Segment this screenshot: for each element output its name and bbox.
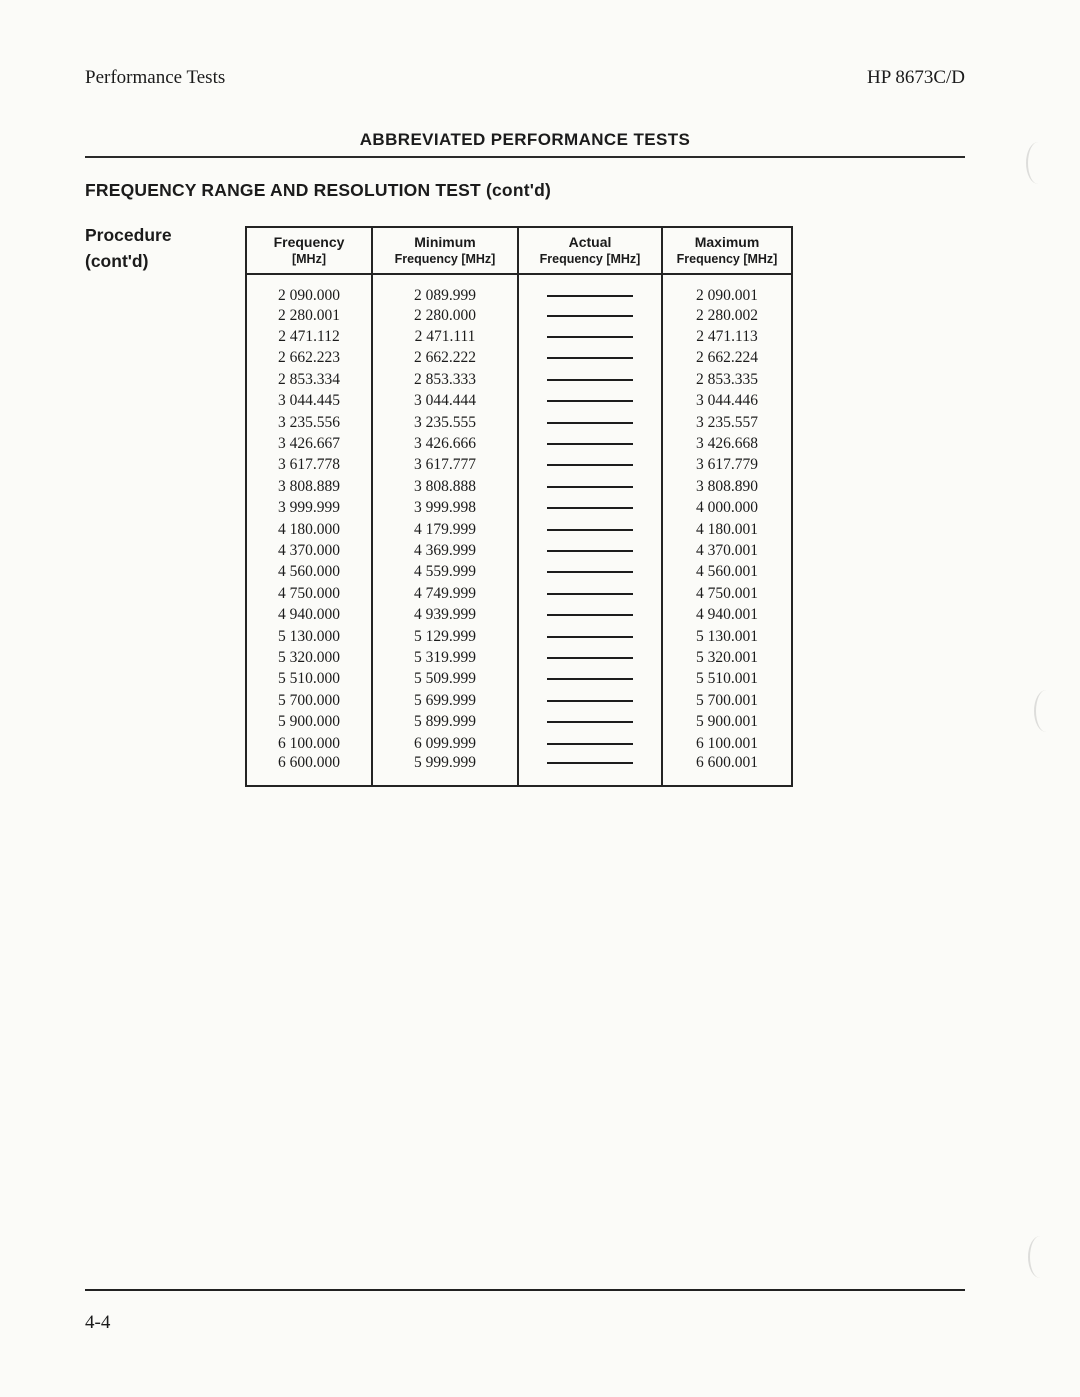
- table-row: [246, 711, 792, 732]
- blank-answer-line: [547, 507, 633, 509]
- table-row: [246, 391, 792, 412]
- actual-frequency-cell: [518, 583, 662, 604]
- title-rule: [85, 156, 965, 158]
- section-title: ABBREVIATED PERFORMANCE TESTS: [359, 130, 691, 149]
- actual-frequency-cell: [518, 391, 662, 412]
- minimum-frequency-cell: 3 617.777: [372, 455, 518, 476]
- maximum-frequency-cell: 4 940.001: [662, 604, 792, 625]
- maximum-frequency-cell: 3 044.446: [662, 391, 792, 412]
- minimum-frequency-cell: 2 089.999: [372, 274, 518, 305]
- frequency-cell: 2 280.001: [246, 305, 372, 326]
- maximum-frequency-cell: 2 090.001: [662, 274, 792, 305]
- blank-answer-line: [547, 700, 633, 702]
- frequency-cell: 5 900.000: [246, 711, 372, 732]
- frequency-cell: 2 090.000: [246, 274, 372, 305]
- maximum-frequency-cell: 5 700.001: [662, 690, 792, 711]
- frequency-cell: 3 617.778: [246, 455, 372, 476]
- maximum-frequency-cell: 5 130.001: [662, 626, 792, 647]
- running-header: [85, 67, 965, 89]
- actual-frequency-cell: [518, 733, 662, 754]
- blank-answer-line: [547, 295, 633, 297]
- actual-frequency-cell: [518, 562, 662, 583]
- frequency-table-body: [246, 274, 792, 786]
- actual-frequency-cell: [518, 369, 662, 390]
- maximum-frequency-cell: 3 426.668: [662, 433, 792, 454]
- blank-answer-line: [547, 315, 633, 317]
- page-number: 4-4: [85, 1312, 111, 1333]
- actual-frequency-cell: [518, 348, 662, 369]
- minimum-frequency-cell: 4 179.999: [372, 519, 518, 540]
- blank-answer-line: [547, 762, 633, 764]
- table-row: [246, 433, 792, 454]
- column-header-frequency-line1: Frequency: [273, 234, 345, 250]
- frequency-cell: 3 426.667: [246, 433, 372, 454]
- column-header-actual-line1: Actual: [568, 234, 612, 250]
- maximum-frequency-cell: 4 750.001: [662, 583, 792, 604]
- blank-answer-line: [547, 379, 633, 381]
- frequency-table: [245, 226, 793, 787]
- maximum-frequency-cell: 4 180.001: [662, 519, 792, 540]
- procedure-label-line2: (cont'd): [85, 251, 149, 271]
- table-row: [246, 669, 792, 690]
- minimum-frequency-cell: 3 808.888: [372, 476, 518, 497]
- table-row: [246, 754, 792, 786]
- scan-artifact: [1028, 1236, 1052, 1278]
- actual-frequency-cell: [518, 326, 662, 347]
- table-row: [246, 498, 792, 519]
- frequency-cell: 4 370.000: [246, 540, 372, 561]
- maximum-frequency-cell: 5 900.001: [662, 711, 792, 732]
- frequency-cell: 4 560.000: [246, 562, 372, 583]
- frequency-cell: 3 044.445: [246, 391, 372, 412]
- minimum-frequency-cell: 3 044.444: [372, 391, 518, 412]
- minimum-frequency-cell: 5 699.999: [372, 690, 518, 711]
- column-header-actual: [518, 227, 662, 274]
- maximum-frequency-cell: 6 600.001: [662, 754, 792, 786]
- procedure-label: [85, 222, 172, 274]
- maximum-frequency-cell: 2 853.335: [662, 369, 792, 390]
- blank-answer-line: [547, 422, 633, 424]
- actual-frequency-cell: [518, 433, 662, 454]
- frequency-cell: 5 700.000: [246, 690, 372, 711]
- frequency-cell: 4 180.000: [246, 519, 372, 540]
- column-header-actual-line2: Frequency [MHz]: [539, 252, 641, 266]
- frequency-cell: 3 999.999: [246, 498, 372, 519]
- frequency-cell: 4 940.000: [246, 604, 372, 625]
- blank-answer-line: [547, 614, 633, 616]
- scan-artifact: [1026, 142, 1050, 184]
- blank-answer-line: [547, 593, 633, 595]
- minimum-frequency-cell: 4 939.999: [372, 604, 518, 625]
- scan-artifact: [1034, 690, 1058, 732]
- blank-answer-line: [547, 464, 633, 466]
- minimum-frequency-cell: 2 853.333: [372, 369, 518, 390]
- table-row: [246, 412, 792, 433]
- maximum-frequency-cell: 3 617.779: [662, 455, 792, 476]
- actual-frequency-cell: [518, 604, 662, 625]
- column-header-minimum-line2: Frequency [MHz]: [394, 252, 496, 266]
- minimum-frequency-cell: 3 426.666: [372, 433, 518, 454]
- column-header-minimum: [372, 227, 518, 274]
- header-right-model: HP 8673C/D: [866, 67, 965, 88]
- table-row: [246, 455, 792, 476]
- actual-frequency-cell: [518, 455, 662, 476]
- minimum-frequency-cell: 2 280.000: [372, 305, 518, 326]
- actual-frequency-cell: [518, 305, 662, 326]
- table-row: [246, 583, 792, 604]
- column-header-frequency: [246, 227, 372, 274]
- minimum-frequency-cell: 2 471.111: [372, 326, 518, 347]
- blank-answer-line: [547, 529, 633, 531]
- maximum-frequency-cell: 4 370.001: [662, 540, 792, 561]
- minimum-frequency-cell: 4 559.999: [372, 562, 518, 583]
- table-row: [246, 690, 792, 711]
- frequency-table-header: [246, 227, 792, 274]
- table-row: [246, 519, 792, 540]
- blank-answer-line: [547, 443, 633, 445]
- minimum-frequency-cell: 5 129.999: [372, 626, 518, 647]
- frequency-cell: 5 320.000: [246, 647, 372, 668]
- frequency-cell: 2 853.334: [246, 369, 372, 390]
- blank-answer-line: [547, 550, 633, 552]
- procedure-label-line1: Procedure: [85, 225, 172, 245]
- actual-frequency-cell: [518, 647, 662, 668]
- actual-frequency-cell: [518, 274, 662, 305]
- table-row: [246, 369, 792, 390]
- actual-frequency-cell: [518, 711, 662, 732]
- frequency-cell: 5 510.000: [246, 669, 372, 690]
- frequency-table-container: [245, 226, 793, 787]
- subsection-title: FREQUENCY RANGE AND RESOLUTION TEST (cont'd): [85, 180, 552, 200]
- frequency-cell: 6 100.000: [246, 733, 372, 754]
- blank-answer-line: [547, 678, 633, 680]
- table-row: [246, 274, 792, 305]
- table-row: [246, 348, 792, 369]
- minimum-frequency-cell: 5 999.999: [372, 754, 518, 786]
- frequency-cell: 3 235.556: [246, 412, 372, 433]
- minimum-frequency-cell: 5 899.999: [372, 711, 518, 732]
- actual-frequency-cell: [518, 476, 662, 497]
- actual-frequency-cell: [518, 519, 662, 540]
- maximum-frequency-cell: 5 320.001: [662, 647, 792, 668]
- header-row: [246, 227, 792, 274]
- maximum-frequency-cell: 2 471.113: [662, 326, 792, 347]
- blank-answer-line: [547, 657, 633, 659]
- blank-answer-line: [547, 336, 633, 338]
- table-row: [246, 326, 792, 347]
- frequency-cell: 2 662.223: [246, 348, 372, 369]
- blank-answer-line: [547, 636, 633, 638]
- footer-rule: [85, 1289, 965, 1291]
- maximum-frequency-cell: 4 560.001: [662, 562, 792, 583]
- column-header-frequency-line2: [MHz]: [291, 252, 326, 266]
- minimum-frequency-cell: 3 999.998: [372, 498, 518, 519]
- actual-frequency-cell: [518, 626, 662, 647]
- maximum-frequency-cell: 3 235.557: [662, 412, 792, 433]
- blank-answer-line: [547, 486, 633, 488]
- minimum-frequency-cell: 5 319.999: [372, 647, 518, 668]
- table-row: [246, 604, 792, 625]
- column-header-maximum-line1: Maximum: [694, 234, 760, 250]
- column-header-maximum-line2: Frequency [MHz]: [676, 252, 778, 266]
- blank-answer-line: [547, 721, 633, 723]
- table-row: [246, 476, 792, 497]
- actual-frequency-cell: [518, 690, 662, 711]
- maximum-frequency-cell: 6 100.001: [662, 733, 792, 754]
- column-header-minimum-line1: Minimum: [414, 234, 476, 250]
- actual-frequency-cell: [518, 498, 662, 519]
- frequency-cell: 5 130.000: [246, 626, 372, 647]
- actual-frequency-cell: [518, 412, 662, 433]
- maximum-frequency-cell: 5 510.001: [662, 669, 792, 690]
- minimum-frequency-cell: 4 749.999: [372, 583, 518, 604]
- table-row: [246, 562, 792, 583]
- blank-answer-line: [547, 400, 633, 402]
- table-row: [246, 647, 792, 668]
- table-row: [246, 733, 792, 754]
- frequency-cell: 2 471.112: [246, 326, 372, 347]
- actual-frequency-cell: [518, 540, 662, 561]
- minimum-frequency-cell: 3 235.555: [372, 412, 518, 433]
- maximum-frequency-cell: 2 662.224: [662, 348, 792, 369]
- frequency-cell: 3 808.889: [246, 476, 372, 497]
- maximum-frequency-cell: 4 000.000: [662, 498, 792, 519]
- blank-answer-line: [547, 571, 633, 573]
- actual-frequency-cell: [518, 669, 662, 690]
- frequency-cell: 6 600.000: [246, 754, 372, 786]
- actual-frequency-cell: [518, 754, 662, 786]
- maximum-frequency-cell: 2 280.002: [662, 305, 792, 326]
- minimum-frequency-cell: 2 662.222: [372, 348, 518, 369]
- maximum-frequency-cell: 3 808.890: [662, 476, 792, 497]
- minimum-frequency-cell: 5 509.999: [372, 669, 518, 690]
- blank-answer-line: [547, 357, 633, 359]
- table-row: [246, 540, 792, 561]
- frequency-cell: 4 750.000: [246, 583, 372, 604]
- table-row: [246, 626, 792, 647]
- minimum-frequency-cell: 4 369.999: [372, 540, 518, 561]
- table-row: [246, 305, 792, 326]
- column-header-maximum: [662, 227, 792, 274]
- header-left-title: Performance Tests: [85, 67, 226, 88]
- minimum-frequency-cell: 6 099.999: [372, 733, 518, 754]
- blank-answer-line: [547, 743, 633, 745]
